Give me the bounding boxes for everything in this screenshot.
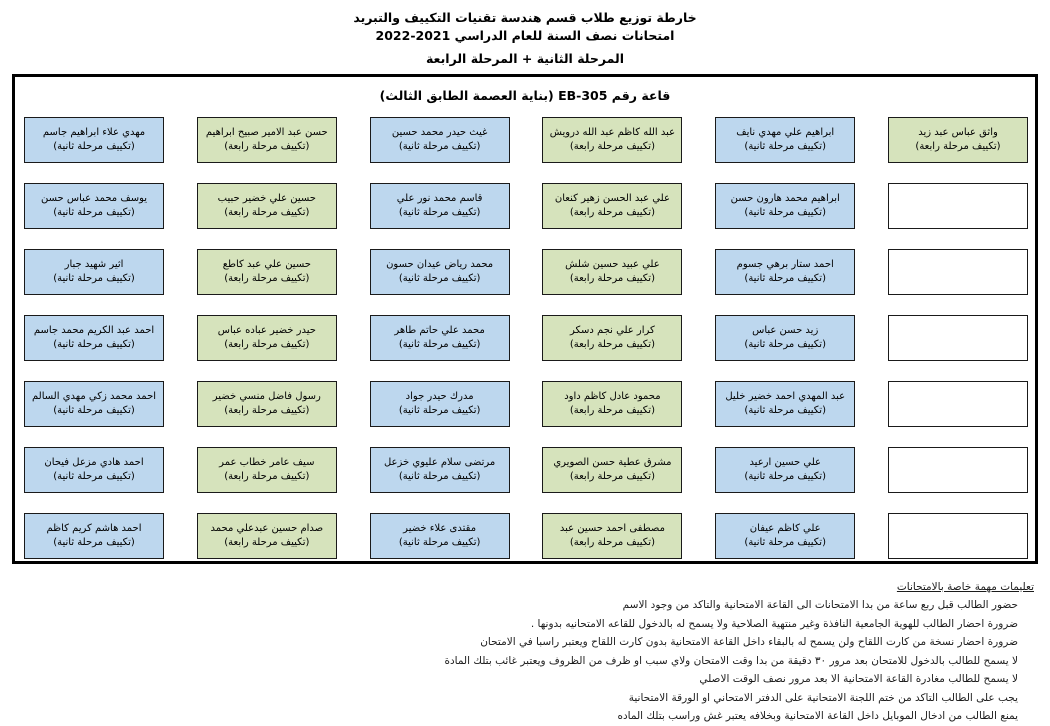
student-name: صدام حسين عبدعلي محمد (210, 523, 324, 534)
stage-label: (تكييف مرحلة ثانية) (398, 207, 481, 218)
empty-seat-cell (888, 249, 1028, 295)
empty-seat-cell (888, 513, 1028, 559)
stage-label: (تكييف مرحلة ثانية) (53, 141, 135, 152)
student-name: علي عبيد حسين شلش (565, 259, 660, 270)
stage-label: (تكييف مرحلة ثانية) (398, 339, 481, 350)
seat-cell (24, 249, 164, 295)
stage-label: (تكييف مرحلة ثانية) (398, 273, 481, 284)
exam-instructions (0, 564, 1050, 726)
seat-cell (542, 183, 682, 229)
instructions-heading: تعليمات مهمة خاصة بالامتحانات (896, 581, 1034, 593)
seat-cell (715, 117, 855, 163)
seat-cell (197, 315, 337, 361)
student-name: مدرك حيدر جواد (405, 391, 474, 402)
student-name: حسين علي خضير حبيب (217, 193, 316, 204)
seat-cell (370, 513, 510, 559)
stage-label: (تكييف مرحلة ثانية) (53, 273, 135, 284)
student-name: ابراهيم علي مهدي نايف (736, 127, 835, 138)
seat-cell (24, 381, 164, 427)
seat-cell (197, 249, 337, 295)
seat-cell (715, 513, 855, 559)
student-name: عبد الله كاظم عبد الله درويش (549, 127, 676, 138)
student-name: مشرق عطية حسن الصويري (553, 457, 672, 468)
seating-grid (15, 117, 1035, 559)
seat-cell (197, 447, 337, 493)
student-name: احمد هادي مزعل فيحان (44, 457, 144, 468)
stage-label: (تكييف مرحلة رابعة) (224, 339, 310, 350)
stage-label: (تكييف مرحلة ثانية) (398, 141, 481, 152)
empty-seat-cell (888, 315, 1028, 361)
student-name: علي كاظم عيفان (749, 523, 821, 534)
stage-label: (تكييف مرحلة رابعة) (224, 141, 310, 152)
seat-cell (542, 381, 682, 427)
instructions-list (16, 596, 1034, 726)
seat-cell (542, 447, 682, 493)
student-name: احمد محمد زكي مهدي السالم (32, 391, 157, 402)
seat-column (715, 117, 855, 559)
student-name: احمد عبد الكريم محمد جاسم (33, 325, 155, 336)
stage-label: (تكييف مرحلة ثانية) (744, 537, 826, 548)
seat-cell (197, 381, 337, 427)
student-name: محمد علي حاتم طاهر (394, 325, 485, 336)
seat-column (370, 117, 510, 559)
seat-cell (370, 315, 510, 361)
stage-label: (تكييف مرحلة رابعة) (569, 273, 655, 284)
stage-label: (تكييف مرحلة رابعة) (224, 273, 310, 284)
student-name: محمود عادل كاظم داود (564, 391, 661, 402)
student-name: علي حسين ارعيد (749, 457, 821, 468)
stage-label: (تكييف مرحلة ثانية) (53, 339, 135, 350)
instruction-line: حضور الطالب قبل ربع ساعة من بدا الامتحانات الى القاعة الامتحانية والتاكد من وجود الاسم (622, 599, 1018, 611)
instruction-line: لا يسمح للطالب مغادرة القاعة الامتحانية الا بعد مرور نصف الوقت الاصلي (699, 673, 1018, 685)
stage-label: (تكييف مرحلة رابعة) (915, 141, 1001, 152)
seat-cell (197, 117, 337, 163)
seat-cell (197, 183, 337, 229)
student-name: يوسف محمد عباس حسن (41, 193, 148, 204)
student-name: سيف عامر خطاب عمر (219, 457, 315, 468)
seat-cell (888, 117, 1028, 163)
seat-cell (542, 315, 682, 361)
stage-label: (تكييف مرحلة رابعة) (224, 405, 310, 416)
seat-column (888, 117, 1028, 559)
student-name: عبد المهدي احمد خضير خليل (725, 391, 846, 402)
stage-label: (تكييف مرحلة رابعة) (569, 537, 655, 548)
seat-cell (370, 117, 510, 163)
stage-label: (تكييف مرحلة رابعة) (224, 207, 310, 218)
empty-seat-cell (888, 381, 1028, 427)
seat-cell (24, 117, 164, 163)
student-name: مهدي علاء ابراهيم جاسم (42, 127, 146, 138)
seat-column (24, 117, 164, 559)
hall-title: قاعة رقم EB-305 (بناية العصمة الطابق الثالث) (379, 88, 671, 103)
stage-label: (تكييف مرحلة رابعة) (569, 141, 655, 152)
seat-cell (370, 381, 510, 427)
student-name: محمد رياض عيدان حسون (386, 259, 494, 270)
seat-cell (370, 249, 510, 295)
seating-chart-frame (12, 74, 1038, 564)
student-name: زيد حسن عباس (752, 325, 819, 336)
stage-label: (تكييف مرحلة ثانية) (744, 141, 826, 152)
seat-cell (24, 183, 164, 229)
stage-label: (تكييف مرحلة رابعة) (569, 471, 655, 482)
instruction-line: يمنع الطالب من ادخال الموبايل داخل القاعة الامتحانية وبخلافه يعتبر غش وراسب بتلك الماده (617, 710, 1018, 722)
student-name: احمد ستار برهي جسوم (736, 259, 834, 270)
student-name: رسول فاضل منسي خضير (212, 391, 321, 402)
student-name: ابراهيم محمد هارون حسن (730, 193, 840, 204)
seat-cell (715, 447, 855, 493)
stage-label: (تكييف مرحلة ثانية) (744, 405, 826, 416)
student-name: اثير شهيد جبار (64, 259, 124, 270)
empty-seat-cell (888, 183, 1028, 229)
stage-label: (تكييف مرحلة ثانية) (744, 207, 826, 218)
seat-cell (715, 381, 855, 427)
student-name: احمد هاشم كريم كاظم (46, 523, 142, 534)
stage-label: (تكييف مرحلة ثانية) (53, 537, 135, 548)
seat-cell (24, 513, 164, 559)
seat-column (542, 117, 682, 559)
seat-cell (542, 117, 682, 163)
document-title: خارطة توزيع طلاب قسم هندسة تقنيات التكييف والتبريد (353, 10, 697, 25)
instruction-line: ضرورة احضار الطالب للهوية الجامعية النافذة وغير منتهية الصلاحية ولا يسمح له بالدخول للقاعه الامتحانيه بدونها . (530, 617, 1018, 630)
seat-cell (370, 183, 510, 229)
stages-subtitle: المرحلة الثانية + المرحلة الرابعة (425, 51, 625, 66)
stage-label: (تكييف مرحلة ثانية) (53, 471, 135, 482)
student-name: مصطفى احمد حسين عبد (559, 523, 665, 534)
stage-label: (تكييف مرحلة ثانية) (744, 339, 826, 350)
seat-cell (542, 249, 682, 295)
student-name: واثق عباس عبد زيد (918, 127, 998, 138)
stage-label: (تكييف مرحلة رابعة) (224, 537, 310, 548)
stage-label: (تكييف مرحلة رابعة) (569, 207, 655, 218)
student-name: مقتدى علاء خضير (403, 523, 477, 534)
stage-label: (تكييف مرحلة ثانية) (398, 405, 481, 416)
stage-label: (تكييف مرحلة رابعة) (569, 339, 655, 350)
instruction-line: يجب على الطالب التاكد من ختم اللجنة الامتحانية على الدفتر الامتحاني او الورقة الامتحانية (628, 691, 1018, 704)
stage-label: (تكييف مرحلة ثانية) (398, 537, 481, 548)
student-name: قاسم محمد نور علي (396, 193, 483, 204)
seat-cell (24, 315, 164, 361)
student-name: مرتضى سلام عليوي خزعل (383, 457, 496, 468)
document-header (0, 0, 1050, 68)
stage-label: (تكييف مرحلة ثانية) (744, 273, 826, 284)
stage-label: (تكييف مرحلة رابعة) (569, 405, 655, 416)
seat-cell (370, 447, 510, 493)
exam-session-subtitle: امتحانات نصف السنة للعام الدراسي 2021-2022 (375, 28, 675, 43)
student-name: كرار علي نجم دسكر (570, 325, 655, 336)
seat-cell (715, 315, 855, 361)
seat-cell (24, 447, 164, 493)
student-name: حسين علي عبد كاطع (222, 259, 311, 270)
stage-label: (تكييف مرحلة ثانية) (53, 405, 135, 416)
stage-label: (تكييف مرحلة ثانية) (53, 207, 135, 218)
seat-cell (542, 513, 682, 559)
student-name: حسن عبد الامير صبيح ابراهيم (205, 127, 328, 138)
stage-label: (تكييف مرحلة رابعة) (224, 471, 310, 482)
student-name: حيدر خضير عباده عباس (217, 325, 316, 336)
instruction-line: ضرورة احضار نسخة من كارت اللقاح ولن يسمح له بالبقاء داخل القاعة الامتحانية بدون كارت اللقاح ويعتبر راسبا في الامتحان (480, 636, 1018, 648)
seat-cell (715, 183, 855, 229)
student-name: غيث حيدر محمد حسين (391, 127, 488, 138)
seat-column (197, 117, 337, 559)
stage-label: (تكييف مرحلة ثانية) (744, 471, 826, 482)
student-name: علي عبد الحسن زهير كنعان (554, 193, 670, 204)
instruction-line: لا يسمح للطالب بالدخول للامتحان بعد مرور ٣٠ دقيقة من بدا وقت الامتحان ولاي سبب او ظرف من الظروف ويعتبر غائب بتلك المادة (444, 654, 1018, 667)
stage-label: (تكييف مرحلة ثانية) (398, 471, 481, 482)
seat-cell (715, 249, 855, 295)
empty-seat-cell (888, 447, 1028, 493)
seat-cell (197, 513, 337, 559)
